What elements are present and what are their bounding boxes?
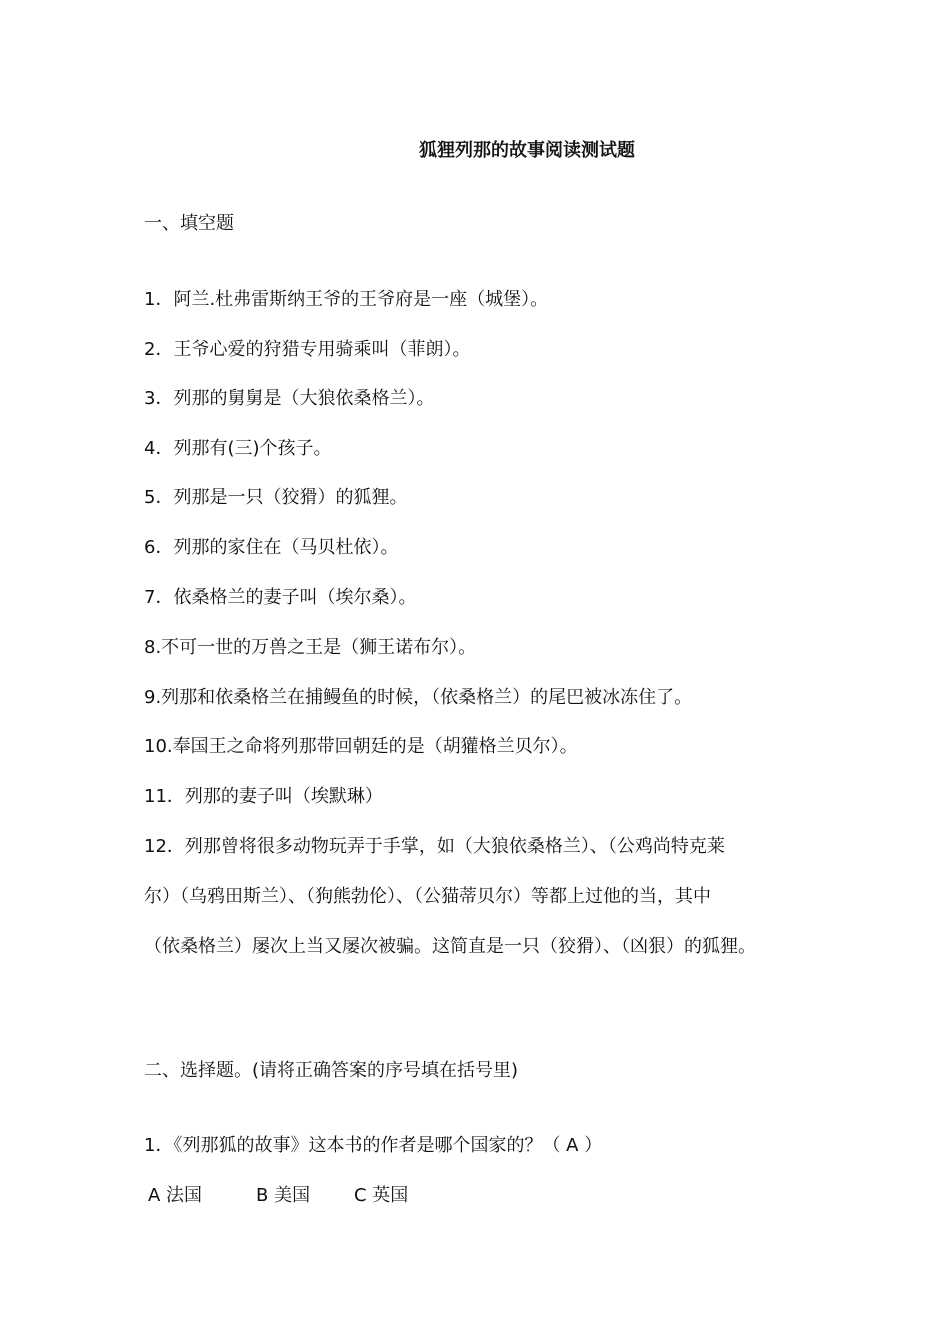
question-item: 8.不可一世的万兽之王是（狮王诺布尔）。 [144, 637, 477, 658]
document-title: 狐狸列那的故事阅读测试题 [419, 140, 635, 161]
question-item: 1．阿兰.杜弗雷斯纳王爷的王爷府是一座（城堡）。 [144, 289, 549, 310]
question-item: 2．王爷心爱的狩猎专用骑乘叫（菲朗）。 [144, 339, 471, 360]
option-b: B 美国 [256, 1185, 311, 1206]
question-item: 6．列那的家住在（马贝杜依）。 [144, 537, 399, 558]
choice-options [148, 1184, 408, 1208]
question-item: 10.奉国王之命将列那带回朝廷的是（胡獾格兰贝尔）。 [144, 736, 578, 757]
question-item: 3．列那的舅舅是（大狼依桑格兰）。 [144, 388, 435, 409]
option-c: C 英国 [354, 1185, 409, 1206]
question-item-continued: 尔）（乌鸦田斯兰）、（狗熊勃伦）、（公猫蒂贝尔）等都上过他的当，其中 [144, 886, 711, 907]
question-item: 12．列那曾将很多动物玩弄于手掌，如（大狼依桑格兰）、（公鸡尚特克莱 [144, 836, 725, 857]
question-item: 9.列那和依桑格兰在捕鳗鱼的时候，（依桑格兰）的尾巴被冰冻住了。 [144, 687, 693, 708]
section-heading-multiple-choice: 二、选择题。(请将正确答案的序号填在括号里) [144, 1060, 519, 1081]
question-item: 11．列那的妻子叫（埃默琳） [144, 786, 383, 807]
question-item: 7．依桑格兰的妻子叫（埃尔桑）。 [144, 587, 417, 608]
question-item-continued: （依桑格兰）屡次上当又屡次被骗。这简直是一只（狡猾）、（凶狠）的狐狸。 [144, 936, 756, 957]
option-a: A 法国 [148, 1185, 203, 1206]
question-item: 4．列那有(三)个孩子。 [144, 438, 332, 459]
question-item: 5．列那是一只（狡猾）的狐狸。 [144, 487, 408, 508]
section-heading-fill-in: 一、填空题 [144, 213, 234, 234]
choice-question: 1．《列那狐的故事》这本书的作者是哪个国家的？（ A ） [144, 1135, 603, 1156]
